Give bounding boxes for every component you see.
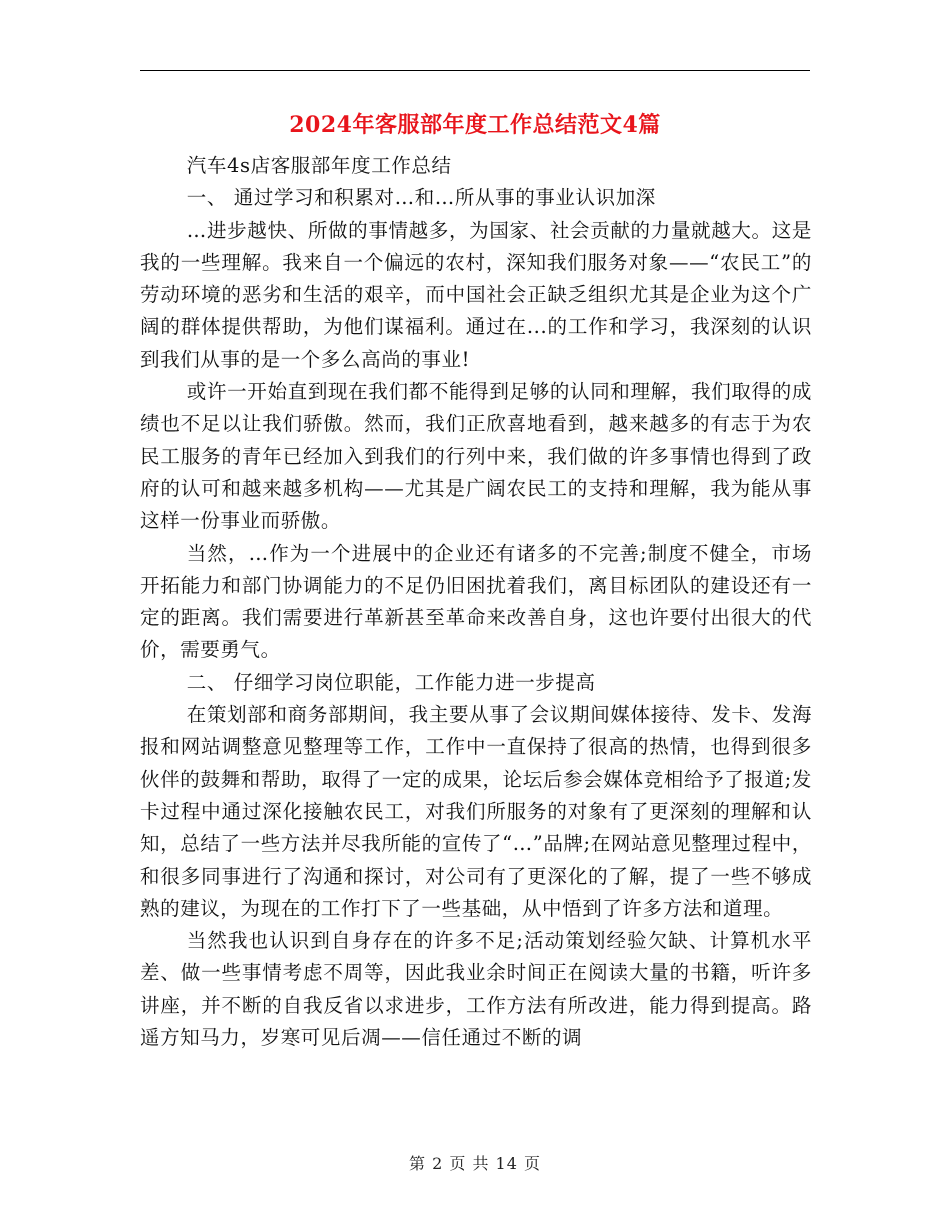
paragraph: 或许一开始直到现在我们都不能得到足够的认同和理解，我们取得的成绩也不足以让我们骄傲。然而，我们正欣喜地看到，越来越多的有志于为农民工服务的青年已经加入到我们的行列中来，我们做的许多事情也得到了政府的认可和越来越多机构——尤其是广阔农民工的支持和理解，我为能从事这样一份事业而骄傲。 <box>140 380 812 533</box>
paragraph-heading-1: 一、 通过学习和积累对…和…所从事的事业认识加深 <box>186 186 656 210</box>
paragraph-heading-2: 二、 仔细学习岗位职能，工作能力进一步提高 <box>186 670 596 694</box>
paragraph-subtitle: 汽车4s店客服部年度工作总结 <box>186 154 452 177</box>
paragraph: 当然我也认识到自身存在的许多不足;活动策划经验欠缺、计算机水平差、做一些事情考虑不周等，因此我业余时间正在阅读大量的书籍，听许多讲座，并不断的自我反省以求进步，工作方法有所改进，能力得到提高。路遥方知马力，岁寒可见后凋——信任通过不断的调 <box>140 929 812 1050</box>
paragraph: 当然，…作为一个进展中的企业还有诸多的不完善;制度不健全，市场开拓能力和部门协调能力的不足仍旧困扰着我们，离目标团队的建设还有一定的距离。我们需要进行革新甚至革命来改善自身，这也许要付出很大的代价，需要勇气。 <box>140 541 812 662</box>
document-title: 2024年客服部年度工作总结范文4篇 <box>289 112 661 138</box>
paragraph: 在策划部和商务部期间，我主要从事了会议期间媒体接待、发卡、发海报和网站调整意见整理等工作，工作中一直保持了很高的热情，也得到很多伙伴的鼓舞和帮助，取得了一定的成果，论坛后参会媒体竞相给予了报道;发卡过程中通过深化接触农民工，对我们所服务的对象有了更深刻的理解和认知，总结了一些方法并尽我所能的宣传了“…”品牌;在网站意见整理过程中，和很多同事进行了沟通和探讨，对公司有了更深化的了解，提了一些不够成熟的建议，为现在的工作打下了一些基础，从中悟到了许多方法和道理。 <box>140 703 812 920</box>
page-number: 第 2 页 共 14 页 <box>409 1154 541 1173</box>
paragraph: …进步越快、所做的事情越多，为国家、社会贡献的力量就越大。这是我的一些理解。我来自一个偏远的农村，深知我们服务对象——“农民工”的劳动环境的恶劣和生活的艰辛，而中国社会正缺乏组织尤其是企业为这个广阔的群体提供帮助，为他们谋福利。通过在...的工作和学习，我深刻的认识到我们从事的是一个多么高尚的事业! <box>140 218 812 371</box>
document-body <box>140 150 812 1054</box>
header-rule <box>140 70 810 71</box>
